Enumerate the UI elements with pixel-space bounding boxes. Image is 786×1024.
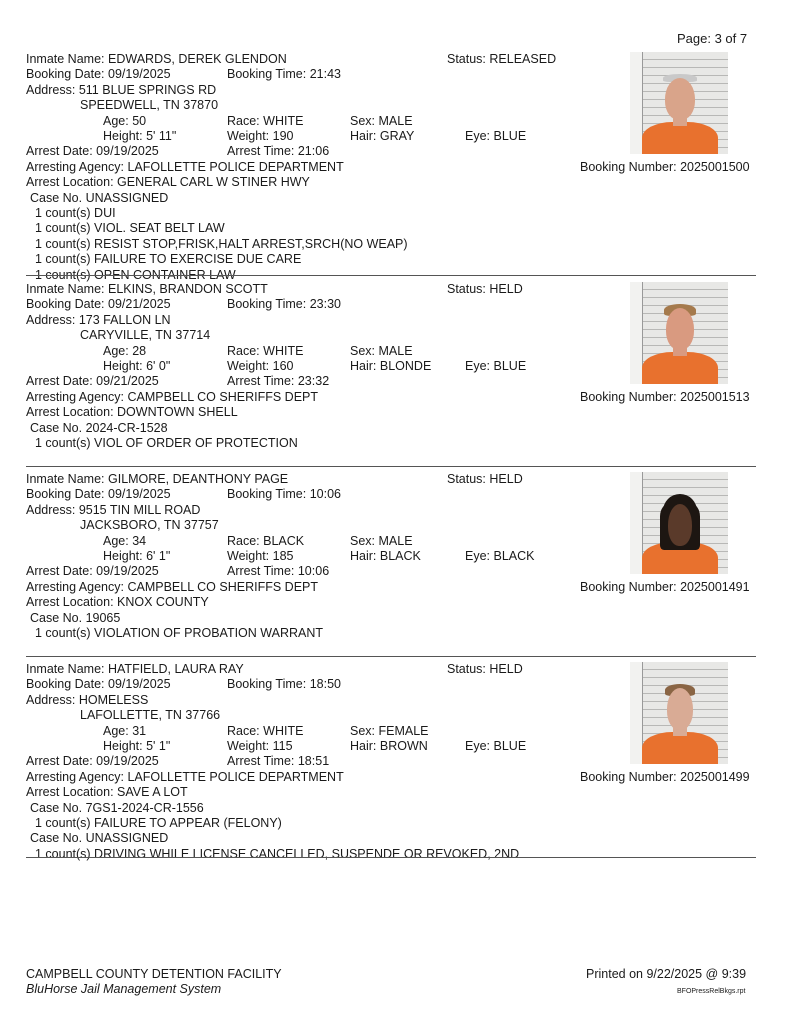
- arrest-location: [26, 175, 310, 190]
- age-label: Age:: [103, 533, 129, 548]
- sex-value: MALE: [378, 533, 413, 548]
- booking-time-label: Booking Time:: [227, 677, 307, 692]
- eye: [465, 549, 535, 564]
- arrest-time-label: Arrest Time:: [227, 374, 295, 389]
- race-label: Race:: [227, 113, 260, 128]
- status-value: HELD: [489, 662, 523, 676]
- address-value: 173 FALLON LN: [78, 312, 171, 327]
- weight-value: 160: [272, 359, 294, 373]
- booking-date-label: Booking Date:: [26, 677, 105, 692]
- case-number: Case No. UNASSIGNED: [30, 831, 169, 846]
- booking-time-value: 21:43: [309, 67, 341, 82]
- height-value: 6' 1": [146, 549, 171, 563]
- system-name: BluHorse Jail Management System: [26, 982, 222, 996]
- inmate-name-label: Inmate Name:: [26, 282, 105, 296]
- height-label: Height:: [103, 739, 143, 753]
- inmate-name-value: ELKINS, BRANDON SCOTT: [108, 282, 268, 296]
- face-shape: [668, 504, 692, 546]
- inmate-name: [26, 662, 244, 677]
- inmate-name: [26, 282, 268, 297]
- arrest-date-value: 09/21/2025: [96, 374, 159, 389]
- status: [447, 472, 523, 487]
- eye-label: Eye:: [465, 549, 491, 563]
- booking-time: [227, 297, 341, 312]
- arresting-agency-value: LAFOLLETTE POLICE DEPARTMENT: [127, 769, 344, 784]
- booking-number: [580, 390, 750, 405]
- height-label: Height:: [103, 549, 143, 563]
- sex-value: MALE: [378, 343, 413, 358]
- height-value: 6' 0": [146, 359, 171, 373]
- status-label: Status:: [447, 282, 486, 296]
- weight: [227, 549, 294, 564]
- inmate-name: [26, 472, 288, 487]
- address: [26, 83, 216, 98]
- booking-date: [26, 67, 171, 82]
- arrest-location-value: GENERAL CARL W STINER HWY: [117, 175, 310, 190]
- weight-value: 190: [272, 129, 294, 143]
- weight: [227, 129, 294, 144]
- address-city: SPEEDWELL, TN 37870: [80, 98, 219, 113]
- arrest-date-label: Arrest Date:: [26, 564, 93, 579]
- inmate-name-label: Inmate Name:: [26, 472, 105, 486]
- arrest-time-value: 23:32: [297, 374, 330, 389]
- record-separator: [26, 466, 756, 467]
- booking-date: [26, 487, 171, 502]
- sex: [350, 114, 413, 129]
- booking-number: [580, 160, 750, 175]
- face-shape: [665, 78, 695, 120]
- hair: [350, 129, 414, 144]
- race-label: Race:: [227, 343, 260, 358]
- sex-label: Sex:: [350, 343, 376, 358]
- record-separator: [26, 857, 756, 858]
- race: [227, 534, 304, 549]
- weight-label: Weight:: [227, 549, 270, 563]
- arrest-time: [227, 564, 329, 579]
- height-value: 5' 11": [146, 129, 177, 143]
- arresting-agency-label: Arresting Agency:: [26, 579, 124, 594]
- booking-time-value: 10:06: [309, 487, 341, 502]
- jumpsuit: [642, 732, 718, 764]
- charge-line: 1 count(s) DRIVING WHILE LICENSE CANCELLED, SUSPENDE OR REVOKED, 2ND: [35, 846, 520, 861]
- sex: [350, 724, 429, 739]
- hair-label: Hair:: [350, 129, 377, 143]
- height-label: Height:: [103, 129, 143, 143]
- arresting-agency-value: CAMPBELL CO SHERIFFS DEPT: [127, 389, 318, 404]
- case-number: Case No. 2024-CR-1528: [30, 420, 168, 435]
- booking-time-label: Booking Time:: [227, 297, 307, 312]
- status-value: RELEASED: [489, 52, 557, 66]
- arresting-agency-value: LAFOLLETTE POLICE DEPARTMENT: [127, 159, 344, 174]
- arresting-agency: [26, 580, 318, 595]
- address: [26, 693, 148, 708]
- booking-number-label: Booking Number:: [580, 159, 677, 174]
- arrest-time-label: Arrest Time:: [227, 564, 295, 579]
- status-value: HELD: [489, 282, 523, 296]
- jumpsuit: [642, 352, 718, 384]
- address: [26, 503, 200, 518]
- eye: [465, 739, 526, 754]
- arrest-date-label: Arrest Date:: [26, 374, 93, 389]
- status-label: Status:: [447, 52, 486, 66]
- height: [103, 129, 176, 144]
- arrest-time-value: 18:51: [297, 754, 330, 769]
- age-label: Age:: [103, 723, 129, 738]
- hair-label: Hair:: [350, 549, 377, 563]
- age-value: 28: [132, 343, 147, 358]
- status-label: Status:: [447, 472, 486, 486]
- arrest-time-value: 10:06: [297, 564, 330, 579]
- arrest-date-label: Arrest Date:: [26, 754, 93, 769]
- arrest-date: [26, 374, 159, 389]
- case-number: Case No. UNASSIGNED: [30, 190, 169, 205]
- arrest-date: [26, 564, 159, 579]
- eye-value: BLUE: [493, 359, 527, 373]
- address-label: Address:: [26, 312, 76, 327]
- status: [447, 282, 523, 297]
- charge-line: 1 count(s) OPEN CONTAINER LAW: [35, 267, 236, 282]
- arrest-location: [26, 405, 238, 420]
- mugshot-photo: [630, 472, 728, 574]
- printed-timestamp: Printed on 9/22/2025 @ 9:39: [586, 967, 747, 981]
- eye-label: Eye:: [465, 359, 491, 373]
- booking-number-value: 2025001491: [680, 579, 750, 594]
- arrest-location-label: Arrest Location:: [26, 785, 114, 800]
- booking-date: [26, 677, 171, 692]
- race-value: WHITE: [263, 723, 304, 738]
- arrest-location-value: DOWNTOWN SHELL: [117, 405, 238, 420]
- arrest-date-label: Arrest Date:: [26, 144, 93, 159]
- arrest-date-value: 09/19/2025: [96, 754, 159, 769]
- address-city: JACKSBORO, TN 37757: [80, 518, 219, 533]
- booking-number: [580, 770, 750, 785]
- race: [227, 344, 303, 359]
- booking-number-value: 2025001499: [680, 769, 750, 784]
- booking-time-label: Booking Time:: [227, 487, 307, 502]
- arrest-date: [26, 754, 159, 769]
- arresting-agency-label: Arresting Agency:: [26, 389, 124, 404]
- height: [103, 359, 170, 374]
- booking-number-value: 2025001500: [680, 159, 750, 174]
- charge-line: 1 count(s) FAILURE TO APPEAR (FELONY): [35, 816, 282, 830]
- booking-number-value: 2025001513: [680, 389, 750, 404]
- address-value: 9515 TIN MILL ROAD: [78, 502, 201, 517]
- address-label: Address:: [26, 502, 76, 517]
- race-value: WHITE: [263, 113, 304, 128]
- address-city: CARYVILLE, TN 37714: [80, 328, 211, 343]
- sex: [350, 344, 413, 359]
- booking-time-label: Booking Time:: [227, 67, 307, 82]
- age: [103, 344, 146, 359]
- booking-time-value: 18:50: [309, 677, 341, 692]
- race: [227, 724, 303, 739]
- eye-value: BLACK: [493, 549, 535, 563]
- age-value: 50: [132, 113, 147, 128]
- age: [103, 114, 146, 129]
- arrest-time-value: 21:06: [297, 144, 330, 159]
- charge-line: 1 count(s) VIOL OF ORDER OF PROTECTION: [35, 436, 298, 450]
- eye-label: Eye:: [465, 739, 491, 753]
- inmate-name-label: Inmate Name:: [26, 52, 105, 66]
- hair: [350, 739, 428, 754]
- arrest-location-value: SAVE A LOT: [117, 785, 188, 800]
- booking-number: [580, 580, 750, 595]
- arrest-location-label: Arrest Location:: [26, 595, 114, 610]
- age-label: Age:: [103, 113, 129, 128]
- address: [26, 313, 171, 328]
- booking-time: [227, 487, 341, 502]
- hair-value: GRAY: [379, 129, 415, 143]
- arrest-location-value: KNOX COUNTY: [117, 595, 209, 610]
- weight-label: Weight:: [227, 359, 270, 373]
- facility-name: CAMPBELL COUNTY DETENTION FACILITY: [26, 967, 282, 981]
- status: [447, 52, 556, 67]
- charge-line: 1 count(s) RESIST STOP,FRISK,HALT ARREST,SRCH(NO WEAP): [35, 236, 408, 251]
- sex-value: FEMALE: [378, 723, 429, 738]
- hair-value: BLONDE: [379, 359, 432, 373]
- arrest-time-label: Arrest Time:: [227, 754, 295, 769]
- hair-value: BROWN: [379, 739, 428, 753]
- eye-value: BLUE: [493, 739, 527, 753]
- age-value: 31: [132, 723, 147, 738]
- booking-date-label: Booking Date:: [26, 297, 105, 312]
- hair-label: Hair:: [350, 359, 377, 373]
- weight-label: Weight:: [227, 129, 270, 143]
- race-label: Race:: [227, 723, 260, 738]
- weight: [227, 739, 293, 754]
- sex: [350, 534, 413, 549]
- booking-date-value: 09/21/2025: [108, 297, 171, 312]
- weight-value: 115: [272, 739, 293, 753]
- race: [227, 114, 303, 129]
- eye: [465, 129, 526, 144]
- record-separator: [26, 656, 756, 657]
- sex-label: Sex:: [350, 113, 376, 128]
- booking-date: [26, 297, 171, 312]
- height-label: Height:: [103, 359, 143, 373]
- height-value: 5' 1": [146, 739, 171, 753]
- status-label: Status:: [447, 662, 486, 676]
- booking-number-label: Booking Number:: [580, 579, 677, 594]
- arresting-agency-label: Arresting Agency:: [26, 769, 124, 784]
- address-value: HOMELESS: [78, 692, 149, 707]
- arrest-location: [26, 785, 188, 800]
- booking-number-label: Booking Number:: [580, 769, 677, 784]
- arrest-time: [227, 144, 329, 159]
- booking-date-label: Booking Date:: [26, 67, 105, 82]
- booking-number-label: Booking Number:: [580, 389, 677, 404]
- inmate-name: [26, 52, 287, 67]
- sex-value: MALE: [378, 113, 413, 128]
- address-label: Address:: [26, 82, 76, 97]
- booking-date-value: 09/19/2025: [108, 677, 171, 692]
- charge-line: 1 count(s) FAILURE TO EXERCISE DUE CARE: [35, 252, 302, 267]
- inmate-name-value: EDWARDS, DEREK GLENDON: [108, 52, 287, 66]
- arrest-time: [227, 374, 329, 389]
- booking-time-value: 23:30: [309, 297, 341, 312]
- inmate-name-label: Inmate Name:: [26, 662, 105, 676]
- booking-date-value: 09/19/2025: [108, 67, 171, 82]
- arrest-location-label: Arrest Location:: [26, 405, 114, 420]
- case-number: Case No. 7GS1-2024-CR-1556: [30, 800, 204, 815]
- hair-value: BLACK: [379, 549, 421, 563]
- age-value: 34: [132, 533, 147, 548]
- jumpsuit: [642, 122, 718, 154]
- record-separator: [26, 275, 756, 276]
- booking-date-label: Booking Date:: [26, 487, 105, 502]
- height: [103, 739, 170, 754]
- race-value: BLACK: [263, 533, 305, 548]
- page-number: Page: 3 of 7: [677, 31, 748, 46]
- arresting-agency: [26, 160, 344, 175]
- arrest-location-label: Arrest Location:: [26, 175, 114, 190]
- age: [103, 724, 146, 739]
- weight-value: 185: [272, 549, 294, 563]
- hair-label: Hair:: [350, 739, 377, 753]
- arrest-location: [26, 595, 209, 610]
- arresting-agency: [26, 770, 344, 785]
- arresting-agency-value: CAMPBELL CO SHERIFFS DEPT: [127, 579, 318, 594]
- arresting-agency: [26, 390, 318, 405]
- mugshot-photo: [630, 282, 728, 384]
- address-label: Address:: [26, 692, 76, 707]
- inmate-name-value: GILMORE, DEANTHONY PAGE: [108, 472, 289, 486]
- age-label: Age:: [103, 343, 129, 358]
- sex-label: Sex:: [350, 533, 376, 548]
- status-value: HELD: [489, 472, 523, 486]
- race-label: Race:: [227, 533, 260, 548]
- booking-date-value: 09/19/2025: [108, 487, 171, 502]
- address-value: 511 BLUE SPRINGS RD: [78, 82, 217, 97]
- booking-time: [227, 677, 341, 692]
- arresting-agency-label: Arresting Agency:: [26, 159, 124, 174]
- weight-label: Weight:: [227, 739, 270, 753]
- charge-line: 1 count(s) DUI: [35, 206, 116, 220]
- mugshot-photo: [630, 662, 728, 764]
- sex-label: Sex:: [350, 723, 376, 738]
- arrest-time: [227, 754, 329, 769]
- arrest-date-value: 09/19/2025: [96, 144, 159, 159]
- arrest-date: [26, 144, 159, 159]
- case-number: Case No. 19065: [30, 610, 121, 625]
- face-shape: [666, 308, 694, 350]
- charge-line: 1 count(s) VIOLATION OF PROBATION WARRANT: [35, 626, 324, 640]
- hair: [350, 549, 421, 564]
- inmate-name-value: HATFIELD, LAURA RAY: [108, 662, 244, 676]
- face-shape: [667, 688, 693, 730]
- arrest-time-label: Arrest Time:: [227, 144, 295, 159]
- eye-label: Eye:: [465, 129, 491, 143]
- booking-time: [227, 67, 341, 82]
- weight: [227, 359, 294, 374]
- charge-line: 1 count(s) VIOL. SEAT BELT LAW: [35, 221, 225, 236]
- eye-value: BLUE: [493, 129, 527, 143]
- height: [103, 549, 170, 564]
- mugshot-photo: [630, 52, 728, 154]
- eye: [465, 359, 526, 374]
- arrest-date-value: 09/19/2025: [96, 564, 159, 579]
- age: [103, 534, 146, 549]
- address-city: LAFOLLETTE, TN 37766: [80, 708, 221, 723]
- status: [447, 662, 523, 677]
- hair: [350, 359, 431, 374]
- race-value: WHITE: [263, 343, 304, 358]
- report-filename: BFOPressRelBkgs.rpt: [677, 988, 746, 995]
